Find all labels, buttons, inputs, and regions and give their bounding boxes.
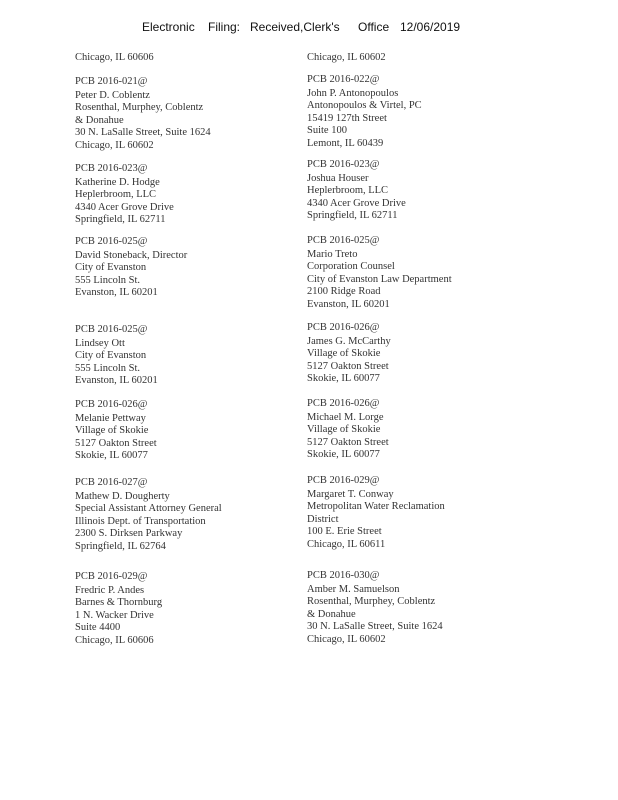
address-line: Suite 100 bbox=[307, 125, 347, 137]
service-address-block bbox=[75, 52, 154, 66]
address-line: 4340 Acer Grove Drive bbox=[307, 197, 406, 209]
address-line: District bbox=[307, 513, 339, 525]
address-line: 555 Lincoln St. bbox=[75, 362, 141, 374]
address-line: 4340 Acer Grove Drive bbox=[75, 201, 174, 213]
address-line: Skokie, IL 60077 bbox=[75, 450, 148, 462]
service-address-block bbox=[75, 236, 187, 300]
case-number: PCB 2016-023@ bbox=[307, 159, 380, 170]
header-received: Received,Clerk's bbox=[250, 20, 340, 34]
address-line: Margaret T. Conway bbox=[307, 488, 394, 500]
service-address-block bbox=[75, 477, 222, 554]
header-office: Office bbox=[358, 20, 390, 34]
address-line: Chicago, IL 60611 bbox=[307, 538, 386, 550]
address-line: Village of Skokie bbox=[75, 425, 149, 437]
service-address-block bbox=[307, 235, 452, 312]
address-line: Metropolitan Water Reclamation bbox=[307, 501, 445, 513]
address-line: Rosenthal, Murphey, Coblentz bbox=[307, 596, 436, 608]
address-line: Special Assistant Attorney General bbox=[75, 503, 222, 515]
address-line: John P. Antonopoulos bbox=[307, 87, 399, 99]
case-number: PCB 2016-030@ bbox=[307, 570, 380, 581]
address-line: 5127 Oakton Street bbox=[75, 437, 157, 449]
address-line: Evanston, IL 60201 bbox=[75, 375, 158, 387]
address-line: Village of Skokie bbox=[307, 348, 381, 360]
address-line: Heplerbroom, LLC bbox=[75, 189, 157, 201]
address-line: 5127 Oakton Street bbox=[307, 360, 389, 372]
address-line: Corporation Counsel bbox=[307, 261, 395, 273]
address-line: Melanie Pettway bbox=[75, 412, 146, 424]
address-line: Springfield, IL 62711 bbox=[307, 210, 398, 222]
address-line: Katherine D. Hodge bbox=[75, 176, 160, 188]
address-line: City of Evanston bbox=[75, 262, 147, 274]
address-line: Chicago, IL 60602 bbox=[307, 633, 386, 645]
address-line: 100 E. Erie Street bbox=[307, 526, 382, 538]
address-line: Heplerbroom, LLC bbox=[307, 185, 389, 197]
address-line: Mario Treto bbox=[307, 248, 358, 260]
address-line: Peter D. Coblentz bbox=[75, 89, 150, 101]
address-line: Chicago, IL 60606 bbox=[75, 52, 154, 63]
address-line: Rosenthal, Murphey, Coblentz bbox=[75, 102, 204, 114]
header-filing: Filing: bbox=[208, 20, 241, 34]
address-line: Mathew D. Dougherty bbox=[75, 490, 170, 502]
address-line: Michael M. Lorge bbox=[307, 411, 384, 423]
address-line: & Donahue bbox=[307, 608, 356, 620]
address-line: Chicago, IL 60606 bbox=[75, 634, 154, 646]
address-line: Suite 4400 bbox=[75, 622, 121, 634]
address-line: Evanston, IL 60201 bbox=[307, 298, 390, 310]
address-line: 1 N. Wacker Drive bbox=[75, 609, 154, 621]
address-line: City of Evanston bbox=[75, 350, 147, 362]
header-electronic: Electronic bbox=[142, 20, 195, 34]
case-number: PCB 2016-022@ bbox=[307, 74, 380, 85]
address-line: 555 Lincoln St. bbox=[75, 274, 141, 286]
case-number: PCB 2016-023@ bbox=[75, 163, 148, 174]
service-address-block bbox=[75, 324, 158, 388]
case-number: PCB 2016-025@ bbox=[75, 236, 148, 247]
address-line: City of Evanston Law Department bbox=[307, 273, 452, 285]
service-address-block bbox=[307, 322, 391, 386]
header-date: 12/06/2019 bbox=[400, 20, 461, 34]
address-line: David Stoneback, Director bbox=[75, 249, 188, 261]
address-line: Lemont, IL 60439 bbox=[307, 137, 384, 149]
case-number: PCB 2016-029@ bbox=[75, 571, 148, 582]
service-address-block bbox=[75, 399, 157, 463]
case-number: PCB 2016-029@ bbox=[307, 475, 380, 486]
case-number: PCB 2016-021@ bbox=[75, 76, 148, 87]
address-line: Chicago, IL 60602 bbox=[307, 52, 386, 63]
case-number: PCB 2016-026@ bbox=[75, 399, 148, 410]
service-address-block bbox=[307, 475, 445, 552]
address-line: 2300 S. Dirksen Parkway bbox=[75, 528, 183, 540]
service-address-block bbox=[307, 398, 389, 462]
address-line: Barnes & Thornburg bbox=[75, 597, 163, 609]
address-line: Springfield, IL 62711 bbox=[75, 214, 166, 226]
address-line: Village of Skokie bbox=[307, 424, 381, 436]
service-address-block bbox=[75, 571, 162, 648]
address-line: & Donahue bbox=[75, 114, 124, 126]
address-line: Illinois Dept. of Transportation bbox=[75, 515, 206, 527]
address-line: Fredric P. Andes bbox=[75, 584, 145, 596]
filing-stamp-header bbox=[0, 20, 618, 36]
address-line: 2100 Ridge Road bbox=[307, 286, 381, 298]
address-line: 15419 127th Street bbox=[307, 112, 387, 124]
address-line: Skokie, IL 60077 bbox=[307, 373, 380, 385]
address-line: Evanston, IL 60201 bbox=[75, 287, 158, 299]
case-number: PCB 2016-027@ bbox=[75, 477, 148, 488]
address-line: 30 N. LaSalle Street, Suite 1624 bbox=[75, 127, 211, 139]
address-line: Antonopoulos & Virtel, PC bbox=[307, 100, 422, 112]
address-line: Skokie, IL 60077 bbox=[307, 449, 380, 461]
case-number: PCB 2016-025@ bbox=[307, 235, 380, 246]
address-line: Springfield, IL 62764 bbox=[75, 540, 166, 552]
service-address-block bbox=[307, 52, 386, 66]
address-line: Chicago, IL 60602 bbox=[75, 139, 154, 151]
address-line: 5127 Oakton Street bbox=[307, 436, 389, 448]
address-line: Amber M. Samuelson bbox=[307, 583, 400, 595]
service-address-block bbox=[307, 570, 443, 647]
service-address-block bbox=[75, 163, 174, 227]
address-line: James G. McCarthy bbox=[307, 335, 391, 347]
service-address-block bbox=[307, 74, 422, 151]
case-number: PCB 2016-026@ bbox=[307, 322, 380, 333]
address-line: Lindsey Ott bbox=[75, 337, 125, 349]
address-line: Joshua Houser bbox=[307, 172, 369, 184]
address-line: 30 N. LaSalle Street, Suite 1624 bbox=[307, 621, 443, 633]
service-address-block bbox=[75, 76, 211, 153]
service-address-block bbox=[307, 159, 406, 223]
case-number: PCB 2016-026@ bbox=[307, 398, 380, 409]
case-number: PCB 2016-025@ bbox=[75, 324, 148, 335]
